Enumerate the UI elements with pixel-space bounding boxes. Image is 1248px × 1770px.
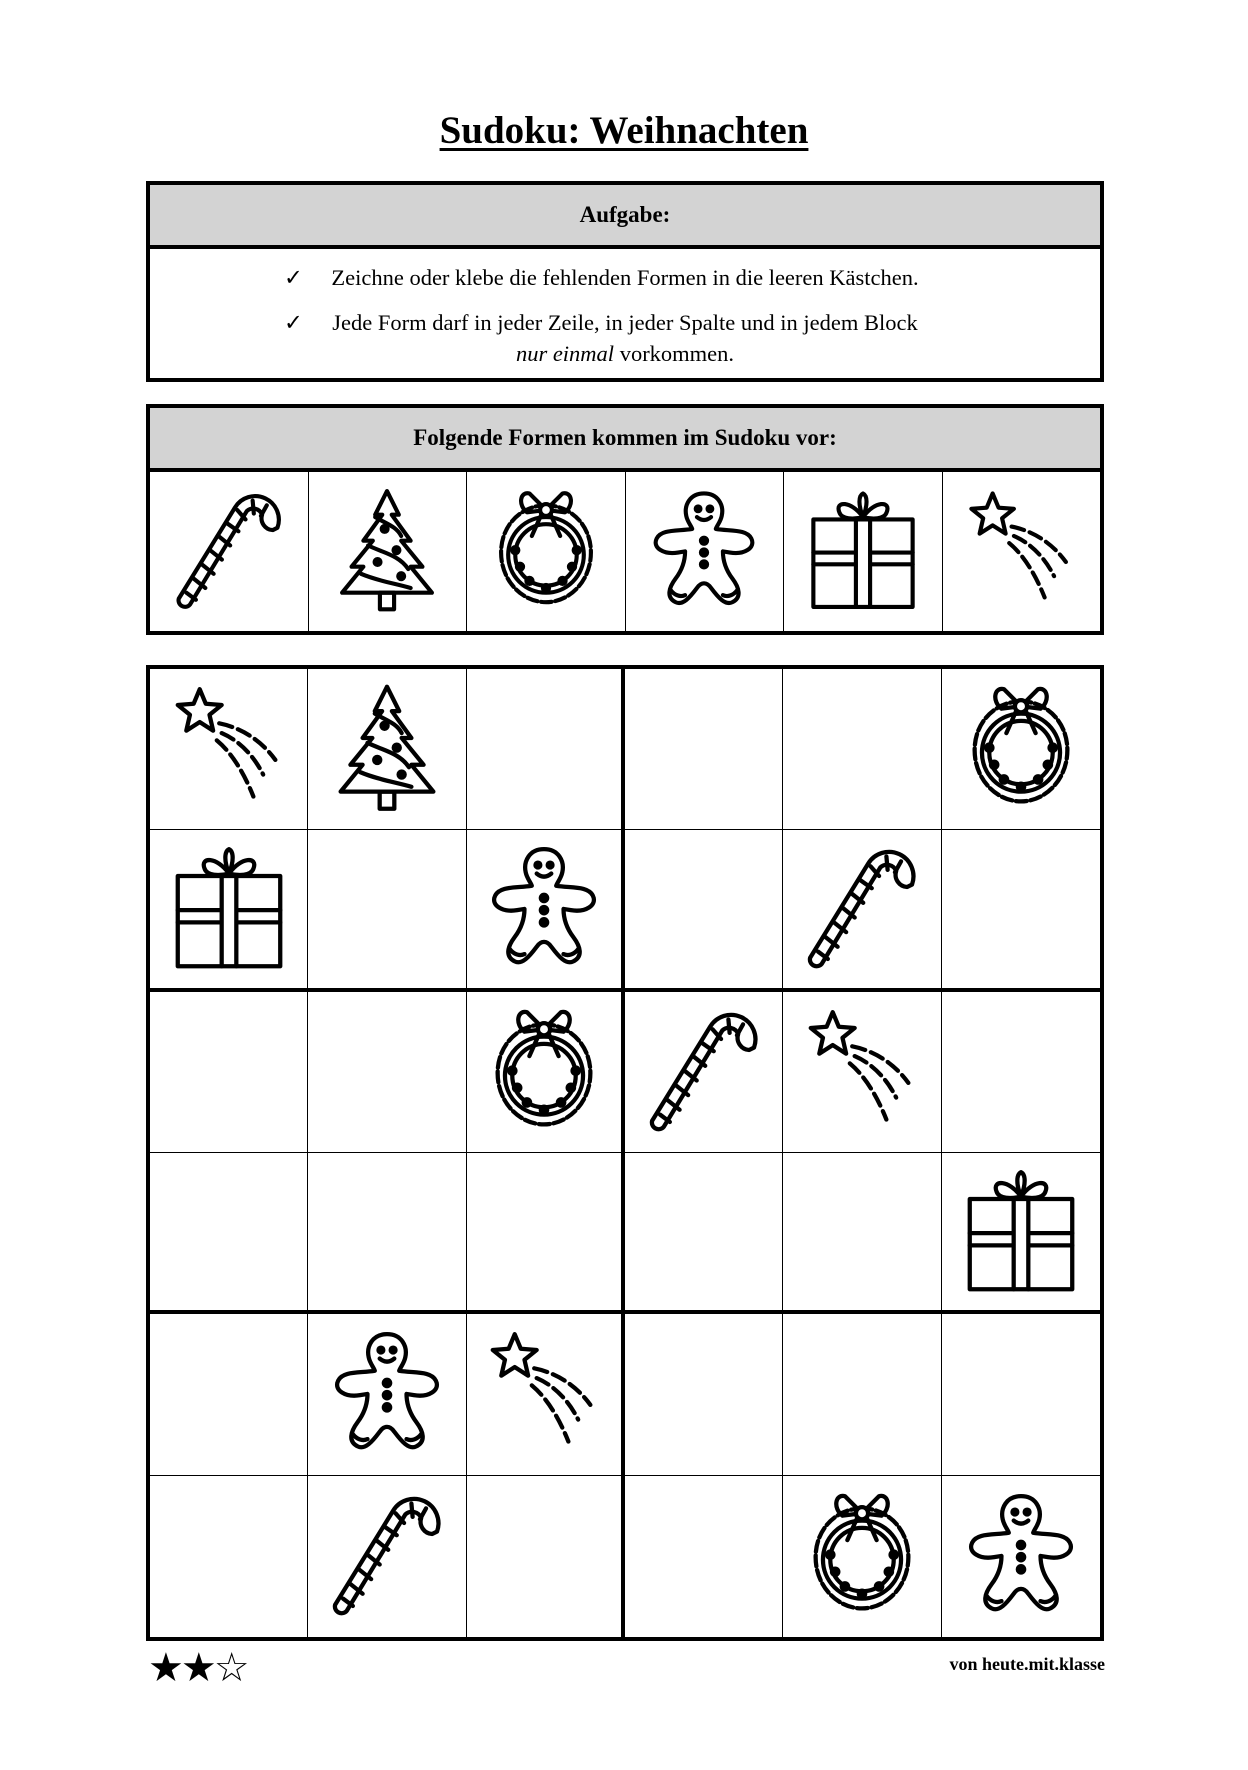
sudoku-cell-empty[interactable]: [308, 830, 466, 991]
sudoku-cell-filled: [942, 1476, 1100, 1637]
gift-icon: [803, 484, 923, 619]
task-item-2-text-end: vorkommen.: [619, 341, 735, 366]
difficulty-stars: ★★☆: [148, 1645, 247, 1691]
sudoku-cell-empty[interactable]: [625, 1153, 783, 1314]
sudoku-cell-filled: [150, 830, 308, 991]
gift-icon: [960, 1162, 1082, 1302]
forms-heading: Folgende Formen kommen im Sudoku vor:: [150, 408, 1100, 472]
shooting-star-icon: [168, 679, 290, 819]
sudoku-cell-empty[interactable]: [783, 1314, 941, 1475]
candy-cane-icon: [643, 1002, 765, 1142]
wreath-icon: [960, 679, 1082, 819]
gingerbread-man-icon: [644, 484, 764, 619]
sudoku-cell-empty[interactable]: [625, 1476, 783, 1637]
sudoku-grid: [146, 665, 1104, 1641]
sudoku-cell-empty[interactable]: [467, 1153, 625, 1314]
sudoku-cell-empty[interactable]: [308, 992, 466, 1153]
candy-cane-icon: [169, 484, 289, 619]
sudoku-cell-filled: [467, 1314, 625, 1475]
forms-box: [146, 404, 1104, 635]
wreath-icon: [801, 1486, 923, 1626]
wreath-icon: [483, 1002, 605, 1142]
sudoku-cell-empty[interactable]: [308, 1153, 466, 1314]
sudoku-cell-empty[interactable]: [942, 830, 1100, 991]
forms-cell-shooting-star: [943, 472, 1101, 631]
sudoku-cell-filled: [783, 830, 941, 991]
forms-cell-gift: [784, 472, 943, 631]
sudoku-cell-filled: [783, 1476, 941, 1637]
sudoku-cell-empty[interactable]: [150, 992, 308, 1153]
task-heading: Aufgabe:: [150, 185, 1100, 249]
task-item-1-text: Zeichne oder klebe die fehlenden Formen in die leeren Kästchen.: [331, 265, 919, 290]
gingerbread-man-icon: [960, 1486, 1082, 1626]
sudoku-cell-filled: [308, 1476, 466, 1637]
page-title: Sudoku: Weihnachten: [439, 109, 809, 152]
sudoku-cell-filled: [942, 1153, 1100, 1314]
wreath-icon: [486, 484, 606, 619]
sudoku-cell-empty[interactable]: [467, 1476, 625, 1637]
sudoku-cell-empty[interactable]: [150, 1476, 308, 1637]
sudoku-cell-empty[interactable]: [467, 669, 625, 830]
sudoku-cell-filled: [308, 1314, 466, 1475]
forms-cell-candy-cane: [150, 472, 309, 631]
sudoku-cell-filled: [942, 669, 1100, 830]
christmas-tree-icon: [327, 484, 447, 619]
sudoku-cell-empty[interactable]: [942, 1314, 1100, 1475]
sudoku-cell-empty[interactable]: [150, 1314, 308, 1475]
forms-row: [150, 472, 1100, 631]
sudoku-cell-empty[interactable]: [625, 830, 783, 991]
sudoku-cell-filled: [308, 669, 466, 830]
sudoku-cell-filled: [467, 830, 625, 991]
task-item-1: [150, 265, 1100, 291]
gingerbread-man-icon: [483, 839, 605, 979]
sudoku-cell-empty[interactable]: [625, 669, 783, 830]
sudoku-cell-empty[interactable]: [783, 1153, 941, 1314]
sudoku-cell-empty[interactable]: [783, 669, 941, 830]
check-icon: ✓: [284, 310, 303, 335]
task-item-2: [150, 307, 1100, 369]
gift-icon: [168, 839, 290, 979]
task-box: [146, 181, 1104, 382]
gingerbread-man-icon: [326, 1324, 448, 1464]
task-item-2-emphasis: nur einmal: [515, 341, 615, 366]
candy-cane-icon: [326, 1486, 448, 1626]
sudoku-cell-filled: [150, 669, 308, 830]
task-item-2-text: Jede Form darf in jeder Zeile, in jeder Spalte und in jedem Block: [332, 310, 918, 335]
shooting-star-icon: [483, 1324, 605, 1464]
christmas-tree-icon: [326, 679, 448, 819]
sudoku-cell-filled: [625, 992, 783, 1153]
check-icon: ✓: [284, 265, 303, 290]
candy-cane-icon: [801, 839, 923, 979]
shooting-star-icon: [961, 484, 1081, 619]
forms-cell-gingerbread-man: [626, 472, 785, 631]
credit-text: von heute.mit.klasse: [949, 1654, 1105, 1674]
sudoku-cell-filled: [783, 992, 941, 1153]
sudoku-cell-empty[interactable]: [942, 992, 1100, 1153]
sudoku-cell-filled: [467, 992, 625, 1153]
forms-cell-wreath: [467, 472, 626, 631]
shooting-star-icon: [801, 1002, 923, 1142]
forms-cell-christmas-tree: [309, 472, 468, 631]
sudoku-cell-empty[interactable]: [150, 1153, 308, 1314]
sudoku-cell-empty[interactable]: [625, 1314, 783, 1475]
